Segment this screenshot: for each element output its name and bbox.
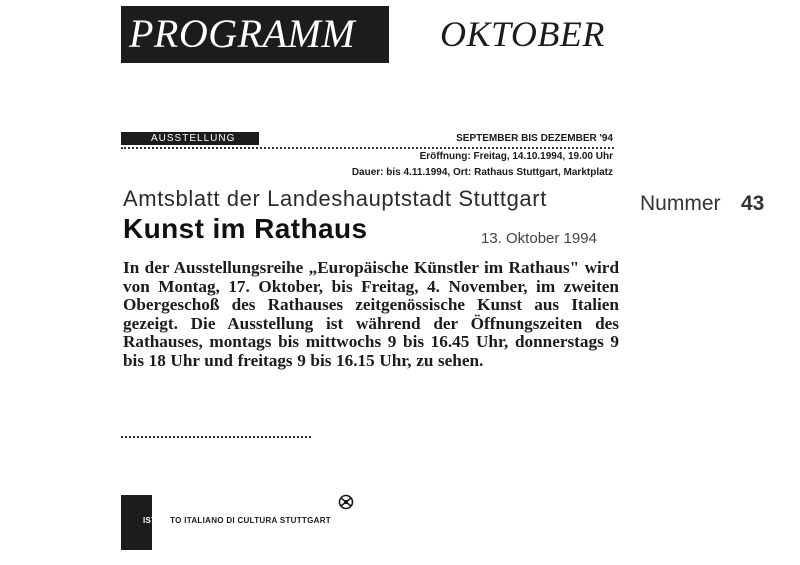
dotted-divider-bottom: [121, 436, 311, 438]
opening-info: Eröffnung: Freitag, 14.10.1994, 19.00 Uhr: [419, 151, 613, 162]
dotted-divider: [121, 147, 614, 149]
category-tag: AUSSTELLUNG: [121, 132, 259, 145]
publication-name: Amtsblatt der Landeshauptstadt Stuttgart: [123, 186, 547, 211]
institute-name-part2: TO ITALIANO DI CULTURA STUTTGART: [170, 516, 331, 525]
institute-name-part1: ISTITU: [143, 516, 171, 525]
institute-name: [143, 516, 331, 526]
article-body: In der Ausstellungsreihe „Europäische Künstler im Rathaus" wird von Montag, 17. Oktober, bis Freitag, 4. November, im zweiten Obergeschoß des Rathauses zeitgenössische Kunst aus Italien gezeigt. Die Ausstellung ist während der Öffnungszeiten des Rathauses, montags bis mittwochs 9 bis 16.45 Uhr, donnerstags 9 bis 18 Uhr und freitags 9 bis 16.15 Uhr, zu sehen.: [123, 258, 619, 370]
issue-date: 13. Oktober 1994: [481, 230, 597, 247]
page-title: PROGRAMM: [129, 11, 356, 56]
institute-emblem-icon: [337, 494, 355, 510]
duration-info: Dauer: bis 4.11.1994, Ort: Rathaus Stuttgart, Marktplatz: [351, 167, 613, 178]
month-label: OKTOBER: [440, 14, 605, 54]
issue-label: Nummer: [640, 192, 721, 215]
article-headline: Kunst im Rathaus: [123, 213, 368, 244]
date-range: SEPTEMBER BIS DEZEMBER '94: [456, 133, 613, 144]
issue-number: 43: [741, 192, 765, 215]
